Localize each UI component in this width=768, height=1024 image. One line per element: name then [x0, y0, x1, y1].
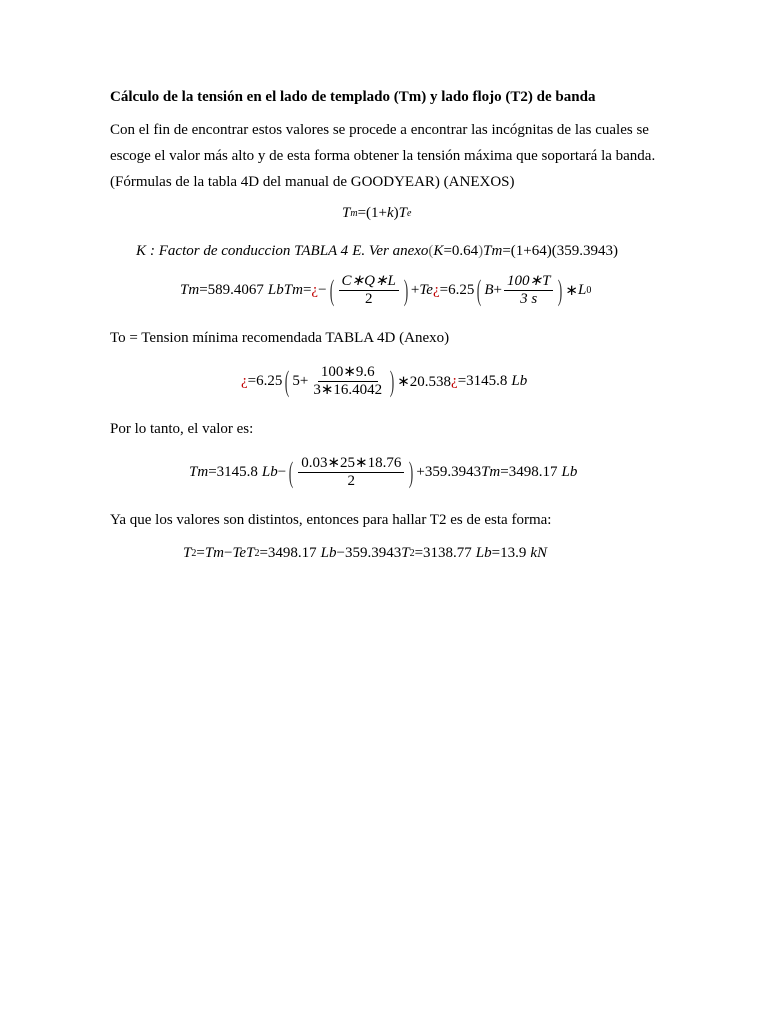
equation-t2: T 2 = Tm − Te T 2 =3498.17 Lb −359.3943 T 2 =3138.77 Lb =13.9 kN [183, 545, 548, 561]
intro-paragraph: Con el fin de encontrar estos valores se procede a encontrar las incógnitas de las cuales se escoge el valor más alto y de esta forma obtener la tensión máxima que soportará la banda. (Fórmulas de la tabla 4D del manual de GOODYEAR) (ANEXOS) [110, 122, 656, 190]
section-title: Cálculo de la tensión en el lado de templado (Tm) y lado flojo (T2) de banda [110, 89, 596, 105]
equation-to-value: ¿ =6.25 ( 5+ $\frac{100∗9.6}{3∗16.4042}$ ) ∗20.538 ¿ =3145.8 Lb [241, 364, 528, 398]
paragraph-por-lo-tanto: Por lo tanto, el valor es: [110, 421, 254, 437]
equation-tm-final: Tm =3145.8 Lb − ( $\frac{0.03∗25∗18.76}{2}$ ) +359.3943 Tm =3498.17 Lb [189, 455, 578, 489]
equation-tm-te: Tm =589.4067 Lb Tm = ¿ − ( $\frac{C∗Q∗L}{2}$ ) + Te ¿ =6.25 ( B + $\frac{100∗T}{3 s}$ ) ∗ L 0 [180, 273, 592, 307]
paragraph-tension-minima: To = Tension mínima recomendada TABLA 4D (Anexo) [110, 330, 450, 346]
equation-k-factor: K : Factor de conduccion TABLA 4 E . Ver anexo ( K =0.64 ) Tm =(1+64)(359.3943) [136, 243, 618, 259]
paragraph-ya-que: Ya que los valores son distintos, entonces para hallar T2 es de esta forma: [110, 512, 552, 528]
equation-tm-formula: T m =(1+ k ) T e [342, 205, 412, 221]
